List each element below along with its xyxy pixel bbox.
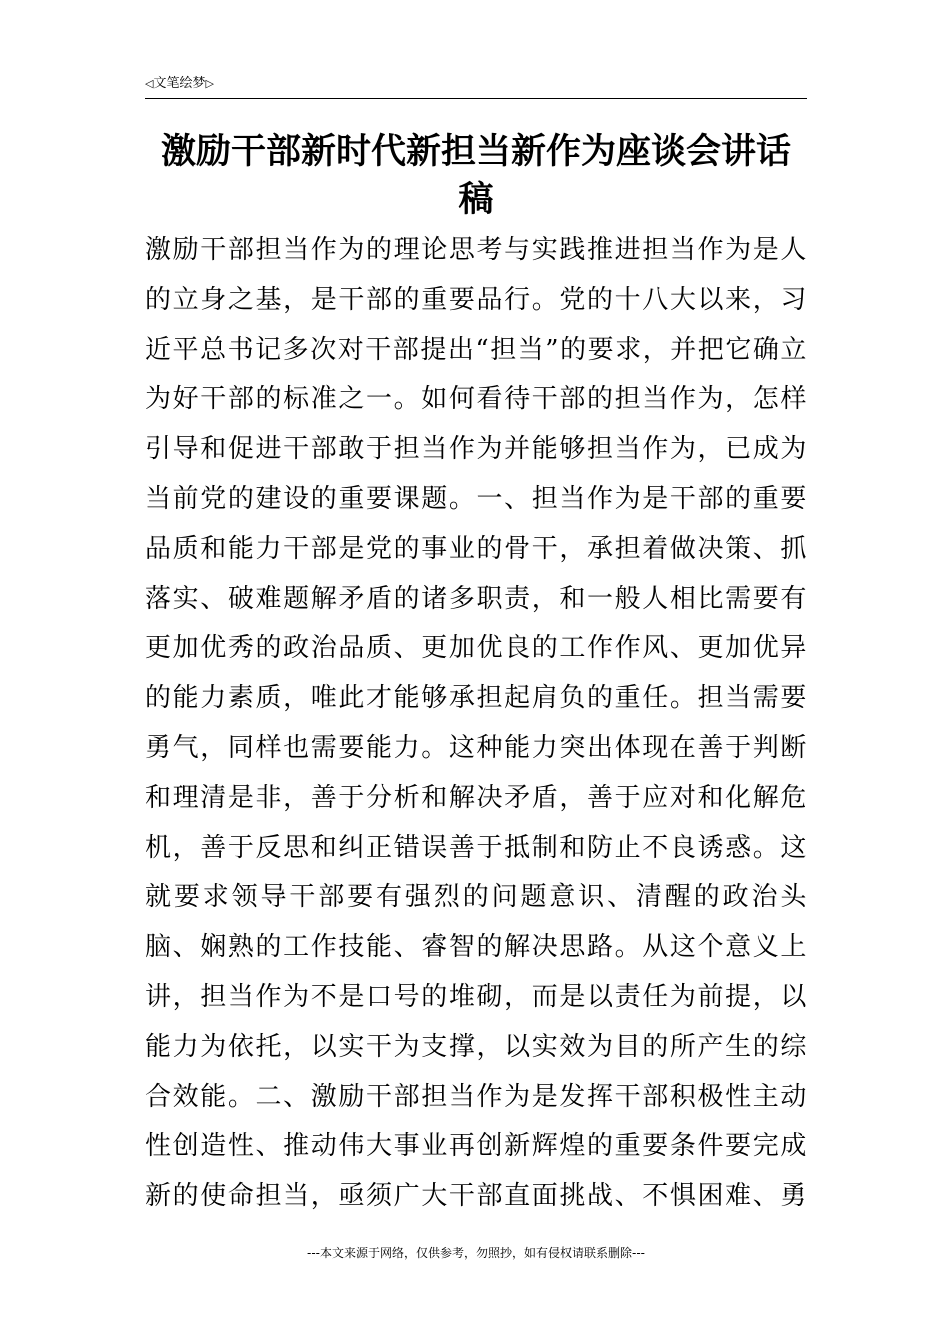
right-triangle-icon: ▷	[205, 77, 214, 90]
document-title: 激励干部新时代新担当新作为座谈会讲话稿	[160, 132, 791, 220]
document-body: 激励干部担当作为的理论思考与实践推进担当作为是人的立身之基，是干部的重要品行。党的十八大以来，习近平总书记多次对干部提出“担当”的要求，并把它确立为好干部的标准之一。如何看待干部的担当作为，怎样引导和促进干部敢于担当作为并能够担当作为，已成为当前党的建设的重要课题。一、担当作为是干部的重要品质和能力干部是党的事业的骨干，承担着做决策、抓落实、破难题解矛盾的诸多职责，和一般人相比需要有更加优秀的政治品质、更加优良的工作作风、更加优异的能力素质，唯此才能够承担起肩负的重任。担当需要勇气，同样也需要能力。这种能力突出体现在善于判断和理清是非，善于分析和解决矛盾，善于应对和化解危机，善于反思和纠正错误善于抵制和防止不良诱惑。这就要求领导干部要有强烈的问题意识、清醒的政治头脑、娴熟的工作技能、睿智的解决思路。从这个意义上讲，担当作为不是口号的堆砌，而是以责任为前提，以能力为依托，以实干为支撑，以实效为目的所产生的综合效能。二、激励干部担当作为是发挥干部积极性主动性创造性、推动伟大事业再创新辉煌的重要条件要完成新的使命担当，亟须广大干部直面挑战、不惧困难、勇	[145, 235, 807, 1212]
left-triangle-icon: ◁	[145, 77, 154, 90]
page-footer: ---本文来源于网络，仅供参考，勿照抄，如有侵权请联系删除---	[307, 1246, 645, 1260]
page-header	[145, 74, 807, 99]
header-brand: 文笔绘梦	[153, 76, 206, 91]
